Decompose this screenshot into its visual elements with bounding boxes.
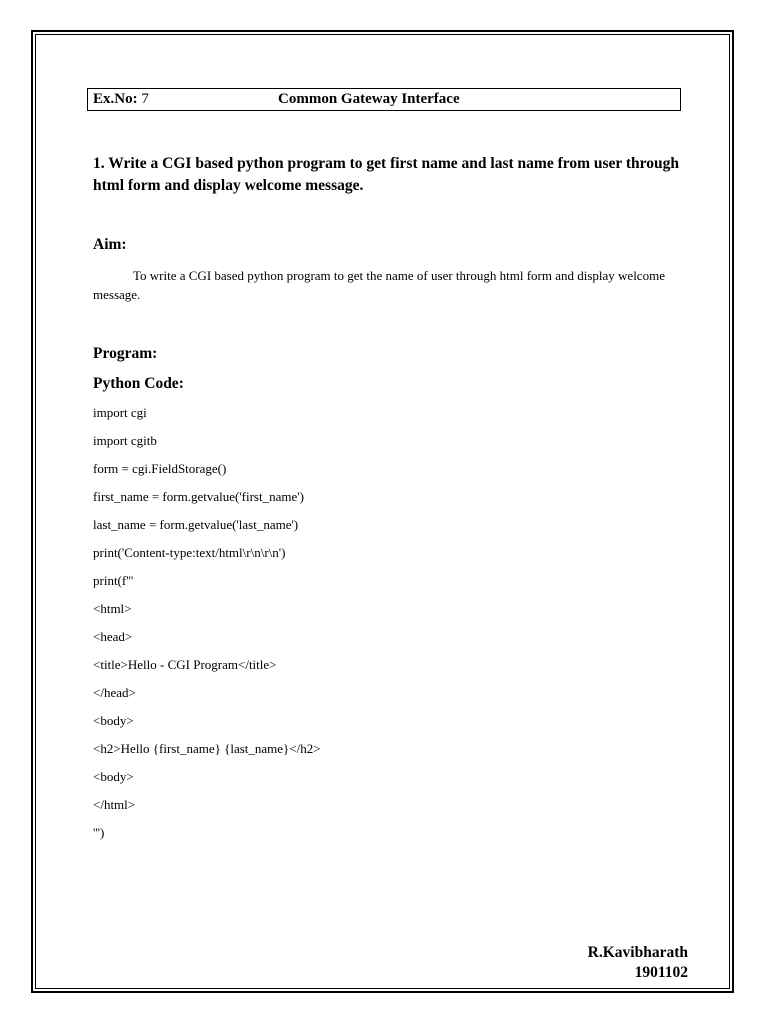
code-line: print('Content-type:text/html\r\n\r\n') xyxy=(93,545,286,560)
python-code-heading: Python Code: xyxy=(93,375,184,392)
code-line: print(f''' xyxy=(93,573,134,588)
aim-heading: Aim: xyxy=(93,236,127,253)
code-line: <head> xyxy=(93,629,133,644)
author-block xyxy=(588,943,688,983)
author-name: R.Kavibharath xyxy=(587,944,688,961)
exercise-number-value: 7 xyxy=(141,91,149,107)
code-line: ''') xyxy=(93,825,105,840)
program-heading: Program: xyxy=(93,345,158,362)
code-line: <body> xyxy=(93,769,134,784)
code-line: <h2>Hello {first_name} {last_name}</h2> xyxy=(93,741,321,756)
code-line: import cgitb xyxy=(93,433,157,448)
exercise-number-label: Ex.No: xyxy=(93,91,138,107)
code-line: </head> xyxy=(93,685,136,700)
code-line: first_name = form.getvalue('first_name') xyxy=(93,489,304,504)
code-line: form = cgi.FieldStorage() xyxy=(93,461,227,476)
exercise-title: Common Gateway Interface xyxy=(278,91,460,107)
question-text: 1. Write a CGI based python program to get first name and last name from user through html form and display welcome message. xyxy=(93,155,679,194)
code-line: last_name = form.getvalue('last_name') xyxy=(93,517,299,532)
code-line: import cgi xyxy=(93,405,147,420)
author-roll-number: 1901102 xyxy=(634,964,688,981)
code-line: </html> xyxy=(93,797,136,812)
exercise-header xyxy=(87,88,681,111)
code-line: <html> xyxy=(93,601,132,616)
code-line: <body> xyxy=(93,713,134,728)
exercise-number xyxy=(93,91,149,108)
code-line: <title>Hello - CGI Program</title> xyxy=(93,657,277,672)
aim-text: To write a CGI based python program to get the name of user through html form and display welcome message. xyxy=(93,268,665,302)
code-listing xyxy=(93,403,321,851)
